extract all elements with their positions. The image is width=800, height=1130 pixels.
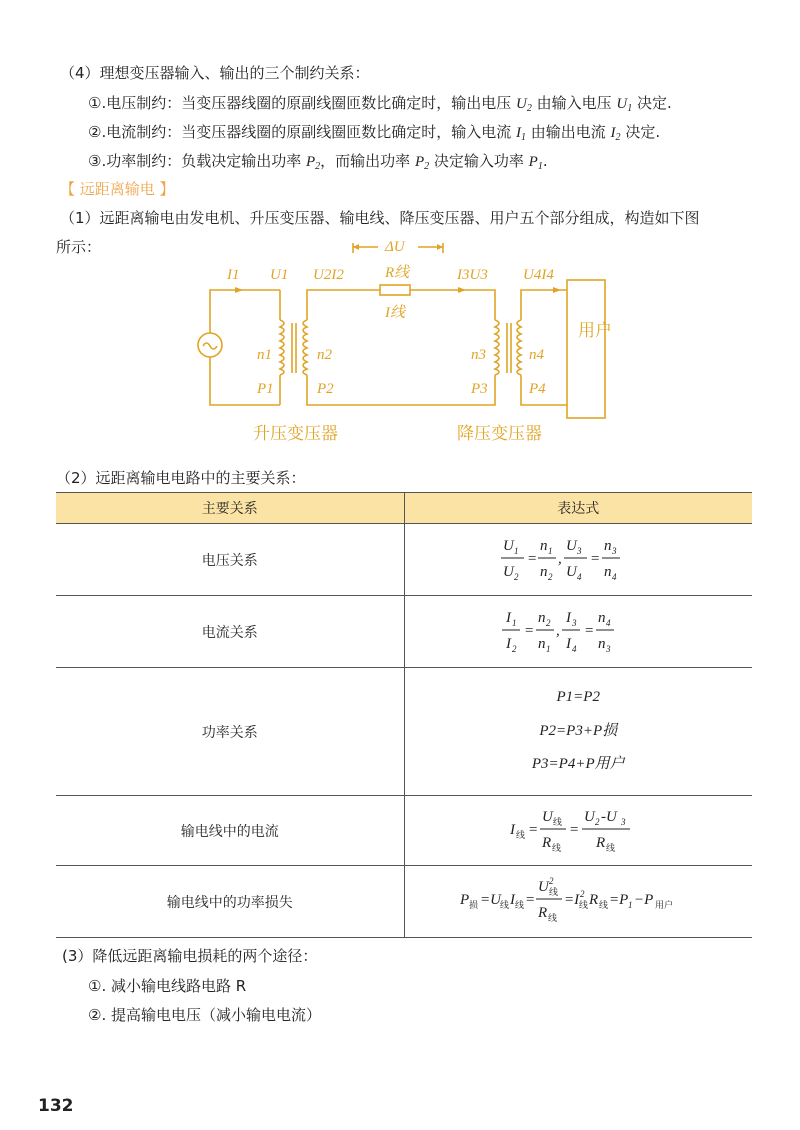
svg-text:4: 4 — [572, 643, 577, 654]
row-label-power: 功率关系 — [56, 668, 404, 796]
svg-text:-U: -U — [601, 808, 618, 825]
table-row — [56, 596, 752, 668]
page-number: 132 — [38, 1096, 74, 1116]
paragraph-2: （2）远距离输电电路中的主要关系： — [56, 469, 306, 487]
power-eq-2: P2=P3+P损 — [539, 722, 618, 739]
label-p2: P2 — [317, 381, 334, 397]
svg-text:n: n — [538, 635, 546, 652]
row-label-line-loss: 输电线中的功率损失 — [56, 866, 404, 938]
relations-table — [56, 492, 752, 938]
label-n3: n3 — [471, 347, 486, 363]
svg-text:3: 3 — [572, 617, 577, 628]
expr-current — [404, 596, 752, 668]
section-heading-long-distance: 【 远距离输电 】 — [60, 180, 175, 198]
svg-text:I: I — [510, 821, 516, 838]
svg-text:U: U — [566, 537, 578, 554]
label-user: 用户 — [578, 321, 612, 341]
svg-text:损: 损 — [469, 899, 479, 910]
svg-text:R: R — [589, 891, 599, 908]
label-p4: P4 — [529, 381, 546, 397]
svg-text:4: 4 — [606, 617, 611, 628]
svg-text:4: 4 — [577, 571, 582, 582]
svg-text:=: = — [525, 891, 536, 908]
svg-text:R: R — [596, 834, 606, 851]
svg-text:线: 线 — [549, 886, 559, 897]
svg-text:2: 2 — [548, 571, 553, 582]
label-u4i4: U4I4 — [523, 267, 554, 283]
svg-text:=: = — [569, 821, 580, 838]
svg-text:P: P — [460, 891, 470, 908]
label-n4: n4 — [529, 347, 544, 363]
svg-text:1: 1 — [514, 545, 519, 556]
label-u1: U1 — [270, 267, 289, 283]
svg-text:U: U — [538, 878, 550, 895]
constraint-current: ②.电流制约：当变压器线圈的原副线圈匝数比确定时，输入电流 $I_1$ 由输出电流 $I_2$ 决定. — [88, 123, 661, 143]
header-relation: 主要关系 — [56, 493, 404, 524]
svg-text:2: 2 — [580, 888, 585, 899]
expr-power — [404, 668, 752, 796]
svg-text:I: I — [566, 609, 572, 626]
svg-text:3: 3 — [606, 643, 611, 654]
label-i-line: I线 — [385, 305, 405, 321]
header-expression: 表达式 — [404, 493, 752, 524]
svg-text:n: n — [598, 609, 606, 626]
transmission-circuit-diagram — [195, 235, 615, 450]
svg-text:线: 线 — [606, 842, 616, 853]
svg-text:线: 线 — [579, 899, 589, 910]
method-raise-voltage: ②. 提高输电电压（减小输电电流） — [88, 1006, 321, 1024]
coil-n3 — [495, 320, 499, 375]
svg-text:=: = — [527, 550, 538, 567]
svg-text:2: 2 — [546, 617, 551, 628]
svg-text:R: R — [542, 834, 552, 851]
svg-text:n: n — [598, 635, 606, 652]
svg-text:1: 1 — [628, 899, 633, 910]
label-step-up: 升压变压器 — [253, 424, 338, 444]
table-row — [56, 668, 752, 796]
paragraph-1-line-1: （1）远距离输电由发电机、升压变压器、输电线、降压变压器、用户五个部分组成，构造如下图 — [60, 209, 700, 227]
svg-text:1: 1 — [548, 545, 553, 556]
svg-text:用户: 用户 — [655, 899, 674, 910]
svg-text:=: = — [584, 622, 595, 639]
label-delta-u: ΔU — [385, 239, 405, 255]
svg-text:2: 2 — [514, 571, 519, 582]
label-i3u3: I3U3 — [457, 267, 488, 283]
svg-text:−P: −P — [634, 891, 654, 908]
svg-text:n: n — [540, 537, 548, 554]
svg-text:=: = — [528, 821, 539, 838]
svg-text:线: 线 — [515, 899, 525, 910]
svg-text:=: = — [524, 622, 535, 639]
svg-text:线: 线 — [552, 842, 562, 853]
svg-text:,: , — [558, 550, 562, 567]
svg-text:U: U — [503, 563, 515, 580]
constraint-voltage: ①.电压制约：当变压器线圈的原副线圈匝数比确定时，输出电压 $U_2$ 由输入电压 $U_1$ 决定. — [88, 94, 672, 114]
coil-n4 — [517, 320, 521, 375]
user-load-box — [567, 280, 605, 418]
svg-text:线: 线 — [500, 899, 510, 910]
power-eq-1: P1=P2 — [556, 689, 600, 706]
current-formula — [498, 602, 658, 658]
table-row — [56, 524, 752, 596]
coil-n1 — [280, 320, 284, 375]
expr-line-current — [404, 796, 752, 866]
line-current-formula — [508, 801, 648, 857]
method-reduce-resistance: ①. 减小输电线路电路 R — [88, 977, 247, 995]
svg-text:2: 2 — [595, 816, 600, 827]
svg-text:n: n — [604, 537, 612, 554]
svg-text:U: U — [566, 563, 578, 580]
svg-text:=: = — [590, 550, 601, 567]
voltage-formula — [498, 530, 658, 586]
svg-text:I: I — [566, 635, 572, 652]
svg-text:R: R — [538, 904, 548, 921]
svg-text:线: 线 — [548, 912, 558, 923]
coil-n2 — [303, 320, 307, 375]
svg-text:=U: =U — [480, 891, 502, 908]
table-header-row — [56, 493, 752, 524]
svg-text:I: I — [506, 609, 512, 626]
label-i1: I1 — [227, 267, 240, 283]
label-p3: P3 — [471, 381, 488, 397]
svg-text:=P: =P — [609, 891, 629, 908]
svg-text:4: 4 — [612, 571, 617, 582]
svg-text:3: 3 — [612, 545, 617, 556]
svg-text:,: , — [556, 622, 560, 639]
expr-line-loss — [404, 866, 752, 938]
svg-text:1: 1 — [546, 643, 551, 654]
constraint-power: ③.功率制约：负载决定输出功率 $P_2$，而输出功率 $P_2$ 决定输入功率 $P_1$. — [88, 152, 548, 172]
svg-text:U: U — [584, 808, 596, 825]
expr-voltage — [404, 524, 752, 596]
section4-title: （4）理想变压器输入、输出的三个制约关系： — [60, 64, 370, 82]
label-step-down: 降压变压器 — [457, 424, 542, 444]
power-eq-3: P3=P4+P用户 — [531, 756, 625, 773]
svg-text:n: n — [538, 609, 546, 626]
svg-text:U: U — [503, 537, 515, 554]
svg-text:2: 2 — [549, 875, 554, 886]
row-label-line-current: 输电线中的电流 — [56, 796, 404, 866]
section3-title: (3）降低远距离输电损耗的两个途径： — [62, 947, 318, 965]
svg-text:线: 线 — [553, 816, 563, 827]
label-u2i2: U2I2 — [313, 267, 344, 283]
svg-text:2: 2 — [512, 643, 517, 654]
row-label-current: 电流关系 — [56, 596, 404, 668]
line-loss-formula — [458, 871, 698, 929]
row-label-voltage: 电压关系 — [56, 524, 404, 596]
label-r-line: R线 — [385, 265, 410, 281]
line-resistor — [380, 285, 410, 295]
svg-text:3: 3 — [577, 545, 582, 556]
label-p1: P1 — [257, 381, 274, 397]
svg-text:n: n — [604, 563, 612, 580]
svg-text:线: 线 — [516, 829, 526, 840]
svg-text:I: I — [510, 891, 516, 908]
table-row — [56, 796, 752, 866]
svg-text:线: 线 — [599, 899, 609, 910]
label-n1: n1 — [257, 347, 272, 363]
svg-text:1: 1 — [512, 617, 517, 628]
table-row — [56, 866, 752, 938]
paragraph-1-line-2: 所示： — [56, 238, 102, 256]
label-n2: n2 — [317, 347, 332, 363]
svg-text:I: I — [506, 635, 512, 652]
svg-text:U: U — [542, 808, 554, 825]
svg-text:n: n — [540, 563, 548, 580]
svg-text:3: 3 — [621, 816, 626, 827]
svg-text:=I: =I — [564, 891, 580, 908]
